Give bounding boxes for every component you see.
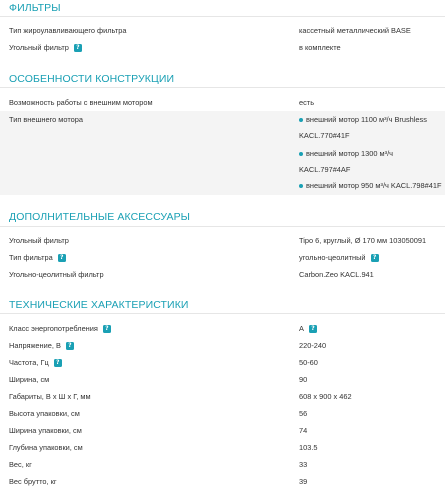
section-divider <box>0 16 445 17</box>
help-icon[interactable]: ? <box>66 342 74 350</box>
spec-label: Вес брутто, кг <box>9 477 57 486</box>
spec-label <box>9 324 111 333</box>
motor-option <box>299 181 441 190</box>
section-title-construction: ОСОБЕННОСТИ КОНСТРУКЦИИ <box>9 73 175 85</box>
spec-label-text: Класс энергопотребления <box>9 324 98 333</box>
section-divider <box>0 87 445 88</box>
spec-value: 50-60 <box>299 358 318 367</box>
spec-value: 56 <box>299 409 308 418</box>
spec-label: Тип жироулавливающего фильтра <box>9 26 127 35</box>
spec-value: 220-240 <box>299 341 327 350</box>
spec-value: 103.5 <box>299 443 318 452</box>
spec-value <box>299 253 379 262</box>
spec-label-text: Угольный фильтр <box>9 43 69 52</box>
spec-label <box>9 341 74 350</box>
spec-label: Высота упаковки, см <box>9 409 80 418</box>
help-icon[interactable]: ? <box>74 44 82 52</box>
motor-option <box>299 115 427 124</box>
spec-value <box>299 324 317 333</box>
spec-value: есть <box>299 98 315 107</box>
spec-row <box>0 456 445 473</box>
help-icon[interactable]: ? <box>371 254 379 262</box>
section-divider <box>0 313 445 314</box>
spec-value: 608 x 900 x 462 <box>299 392 352 401</box>
spec-value: Tipo 6, круглый, Ø 170 мм 103050091 <box>299 236 427 245</box>
spec-row-motors <box>0 111 445 195</box>
spec-label: Вес, кг <box>9 460 32 469</box>
spec-row <box>0 388 445 405</box>
spec-value: Carbon.Zeo KACL.941 <box>299 270 374 279</box>
motor-option <box>299 149 393 158</box>
spec-label: Тип внешнего мотора <box>9 115 83 124</box>
bullet-icon <box>299 152 303 156</box>
motor-option-text: внешний мотор 950 м³/ч KACL.798#41F <box>306 181 442 190</box>
spec-row <box>0 439 445 456</box>
spec-row <box>0 232 445 249</box>
spec-value-text: A <box>299 324 304 333</box>
spec-label: Ширина упаковки, см <box>9 426 82 435</box>
spec-row <box>0 405 445 422</box>
section-title-filters: ФИЛЬТРЫ <box>9 2 61 14</box>
spec-row <box>0 320 445 337</box>
spec-row <box>0 94 445 111</box>
spec-label-text: Тип фильтра <box>9 253 53 262</box>
spec-label <box>9 253 66 262</box>
help-icon[interactable]: ? <box>54 359 62 367</box>
spec-value: кассетный металлический BASE <box>299 26 411 35</box>
bullet-icon <box>299 118 303 122</box>
help-icon[interactable]: ? <box>58 254 66 262</box>
spec-row <box>0 266 445 283</box>
spec-row <box>0 249 445 266</box>
motor-option-text: внешний мотор 1100 м³/ч Brushless <box>306 115 427 124</box>
motor-option-text: внешний мотор 1300 м³/ч <box>306 149 393 158</box>
spec-row <box>0 39 445 56</box>
spec-label: Угольный фильтр <box>9 236 69 245</box>
section-divider <box>0 226 445 227</box>
spec-row <box>0 371 445 388</box>
section-title-specs: ТЕХНИЧЕСКИЕ ХАРАКТЕРИСТИКИ <box>9 299 189 311</box>
spec-label-text: Частота, Гц <box>9 358 49 367</box>
spec-row <box>0 22 445 39</box>
spec-value: 90 <box>299 375 308 384</box>
spec-value: 33 <box>299 460 308 469</box>
spec-label: Ширина, см <box>9 375 50 384</box>
spec-label: Возможность работы с внешним мотором <box>9 98 153 107</box>
spec-value: 74 <box>299 426 308 435</box>
spec-row <box>0 422 445 439</box>
spec-value: 39 <box>299 477 308 486</box>
spec-label <box>9 43 82 52</box>
motor-code: KACL.770#41F <box>299 131 350 140</box>
spec-value: в комплекте <box>299 43 341 52</box>
help-icon[interactable]: ? <box>309 325 317 333</box>
spec-value-text: угольно-цеолитный <box>299 253 366 262</box>
help-icon[interactable]: ? <box>103 325 111 333</box>
section-title-accessories: ДОПОЛНИТЕЛЬНЫЕ АКСЕССУАРЫ <box>9 211 191 223</box>
spec-label <box>9 358 62 367</box>
spec-label: Габариты, В х Ш х Г, мм <box>9 392 91 401</box>
spec-label: Глубина упаковки, см <box>9 443 83 452</box>
spec-row <box>0 473 445 490</box>
spec-label-text: Напряжение, В <box>9 341 61 350</box>
bullet-icon <box>299 184 303 188</box>
spec-label: Угольно-цеолитный фильтр <box>9 270 104 279</box>
motor-code: KACL.797#4AF <box>299 165 351 174</box>
spec-row <box>0 354 445 371</box>
spec-row <box>0 337 445 354</box>
